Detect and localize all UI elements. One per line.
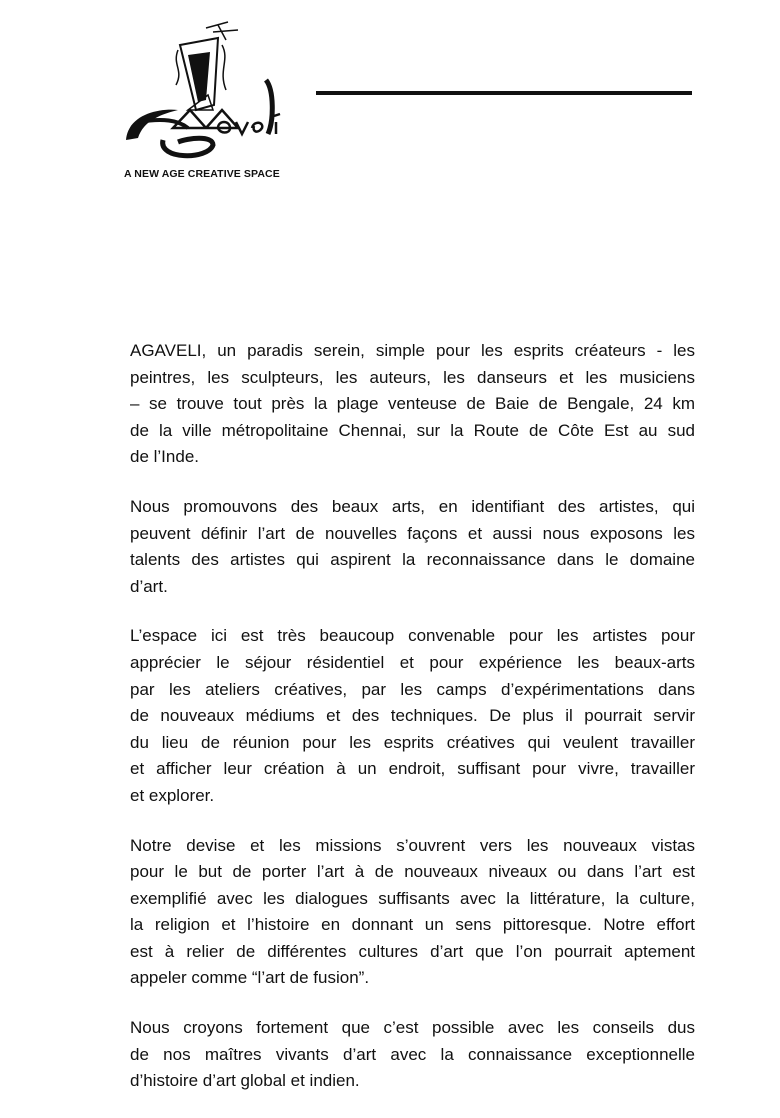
text-line: de nos maîtres vivants d’art avec la connaissance exceptionnelle	[130, 1044, 695, 1064]
tagline: A NEW AGE CREATIVE SPACE	[124, 168, 280, 180]
text-line: et afficher leur création à un endroit, suffisant pour vivre, travailler	[130, 759, 695, 779]
paragraph	[130, 833, 695, 993]
text-line: – se trouve tout près la plage venteuse de Baie de Bengale, 24 km	[130, 394, 695, 414]
text-line: de nouveaux médiums et des techniques. De plus il pourrait servir	[130, 706, 695, 726]
text-line: et explorer.	[130, 785, 215, 805]
text-line: d’art.	[130, 576, 168, 596]
text-line: talents des artistes qui aspirent la reconnaissance dans le domaine	[130, 550, 695, 570]
text-line: Nous promouvons des beaux arts, en identifiant des artistes, qui	[130, 496, 695, 516]
text-line: de l’Inde.	[130, 447, 199, 467]
agaveli-logo	[118, 10, 298, 160]
text-line: appeler comme “l’art de fusion”.	[130, 968, 370, 988]
text-line: Nous croyons fortement que c’est possible avec les conseils dus	[130, 1018, 695, 1038]
text-line: la religion et l’histoire en donnant un sens pittoresque. Notre effort	[130, 915, 695, 935]
text-line: est à relier de différentes cultures d’art que l’on pourrait aptement	[130, 941, 695, 961]
text-line: peintres, les sculpteurs, les auteurs, les danseurs et les musiciens	[130, 367, 695, 387]
text-line: exemplifié avec les dialogues suffisants avec la littérature, la culture,	[130, 888, 695, 908]
text-line: par les ateliers créatives, par les camps d’expérimentations dans	[130, 679, 695, 699]
paragraph	[130, 1015, 695, 1095]
document-body	[130, 338, 695, 1118]
text-line: pour le but de porter l’art à de nouveaux niveaux ou dans l’art est	[130, 862, 695, 882]
text-line: d’histoire d’art global et indien.	[130, 1071, 360, 1091]
header-divider	[316, 91, 692, 95]
text-line: apprécier le séjour résidentiel et pour expérience les beaux-arts	[130, 652, 695, 672]
text-line: de la ville métropolitaine Chennai, sur la Route de Côte Est au sud	[130, 420, 695, 440]
paragraph	[130, 494, 695, 600]
text-line: peuvent définir l’art de nouvelles façons et aussi nous exposons les	[130, 523, 695, 543]
text-line: L’espace ici est très beaucoup convenable pour les artistes pour	[130, 626, 695, 646]
paragraph	[130, 338, 695, 471]
paragraph	[130, 623, 695, 809]
text-line: AGAVELI, un paradis serein, simple pour les esprits créateurs - les	[130, 341, 695, 360]
text-line: du lieu de réunion pour les esprits créatives qui veulent travailler	[130, 732, 695, 752]
text-line: Notre devise et les missions s’ouvrent vers les nouveaux vistas	[130, 835, 695, 855]
